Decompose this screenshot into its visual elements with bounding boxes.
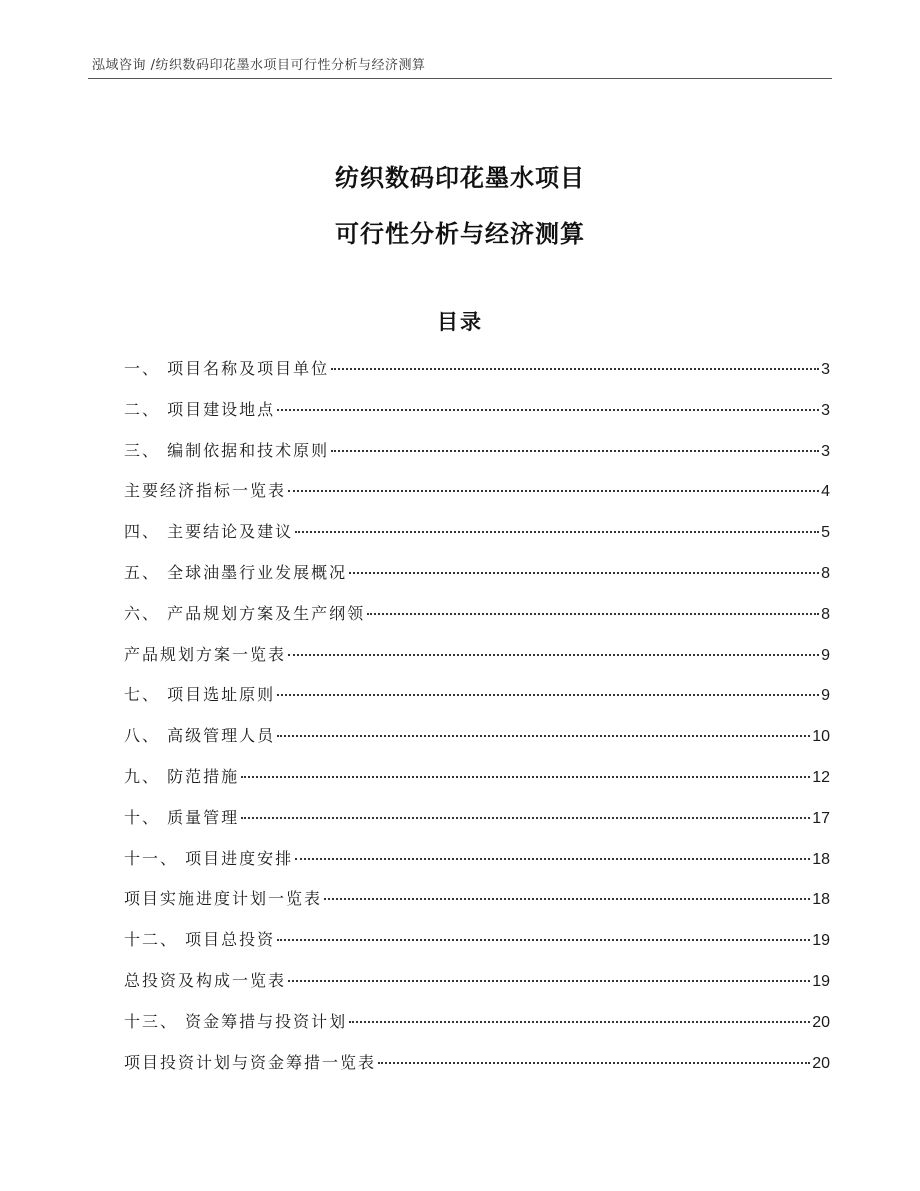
toc-entry-label: 六、 产品规划方案及生产纲领 [124,603,366,623]
toc-entry-label: 主要经济指标一览表 [124,481,287,501]
toc-entry-page: 9 [821,687,830,705]
toc-entry[interactable] [124,1009,830,1050]
toc-entry-page: 3 [821,442,830,460]
toc-entry[interactable] [124,886,830,927]
toc-dot-leader [295,531,819,533]
toc-entry[interactable] [124,764,830,805]
toc-entry-page: 17 [812,809,830,827]
table-of-contents [124,356,830,1090]
toc-dot-leader [324,898,810,900]
toc-entry-page: 3 [821,361,830,378]
toc-entry-page: 18 [812,891,830,909]
toc-entry-page: 8 [821,605,830,623]
toc-entry-label: 九、 防范措施 [124,766,240,786]
toc-dot-leader [277,409,819,411]
toc-entry[interactable] [124,519,830,560]
toc-entry[interactable] [124,642,830,683]
toc-entry-page: 18 [812,850,830,868]
toc-entry[interactable] [124,601,830,642]
toc-entry-label: 二、 项目建设地点 [124,399,276,419]
toc-entry[interactable] [124,723,830,764]
toc-entry-label: 项目实施进度计划一览表 [124,889,323,909]
toc-dot-leader [277,939,810,941]
toc-dot-leader [331,368,819,370]
running-header: 泓域咨询 /纺织数码印花墨水项目可行性分析与经济测算 [92,58,426,73]
toc-entry-label: 一、 项目名称及项目单位 [124,359,330,378]
toc-entry[interactable] [124,846,830,887]
toc-entry-label: 产品规划方案一览表 [124,644,287,664]
toc-dot-leader [288,654,819,656]
toc-entry-label: 三、 编制依据和技术原则 [124,440,330,460]
toc-dot-leader [288,490,819,492]
toc-dot-leader [367,613,819,615]
toc-entry[interactable] [124,968,830,1009]
toc-dot-leader [349,1021,810,1023]
toc-dot-leader [241,776,810,778]
toc-entry-label: 四、 主要结论及建议 [124,522,294,542]
toc-entry-page: 3 [821,401,830,419]
toc-dot-leader [288,980,810,982]
toc-dot-leader [331,450,819,452]
toc-entry[interactable] [124,478,830,519]
toc-entry-label: 十一、 项目进度安排 [124,848,294,868]
toc-entry[interactable] [124,356,830,397]
toc-entry-page: 20 [812,1054,830,1072]
header-rule [88,78,832,79]
toc-entry[interactable] [124,805,830,846]
toc-entry[interactable] [124,927,830,968]
toc-entry-label: 总投资及构成一览表 [124,970,287,990]
toc-entry-label: 十、 质量管理 [124,807,240,827]
document-title-line-2: 可行性分析与经济测算 [335,220,585,248]
toc-entry[interactable] [124,682,830,723]
toc-entry-page: 5 [821,524,830,542]
toc-entry-page: 19 [812,932,830,950]
toc-dot-leader [241,817,810,819]
document-title-line-1: 纺织数码印花墨水项目 [335,164,585,192]
toc-dot-leader [295,858,810,860]
toc-dot-leader [277,735,810,737]
toc-entry-label: 八、 高级管理人员 [124,726,276,746]
toc-entry-page: 12 [812,768,830,786]
toc-entry-page: 9 [821,646,830,664]
toc-entry-page: 20 [812,1013,830,1031]
toc-dot-leader [349,572,819,574]
toc-entry-label: 七、 项目选址原则 [124,685,276,705]
toc-entry[interactable] [124,397,830,438]
toc-entry-label: 十三、 资金筹措与投资计划 [124,1011,348,1031]
toc-entry[interactable] [124,438,830,479]
toc-entry-page: 10 [812,728,830,746]
toc-entry[interactable] [124,1050,830,1091]
toc-entry-label: 五、 全球油墨行业发展概况 [124,562,348,582]
toc-entry-page: 19 [812,972,830,990]
toc-entry-label: 项目投资计划与资金筹措一览表 [124,1052,377,1072]
toc-entry-page: 4 [821,483,830,501]
toc-entry[interactable] [124,560,830,601]
toc-entry-page: 8 [821,564,830,582]
toc-entry-label: 十二、 项目总投资 [124,930,276,950]
toc-dot-leader [277,694,819,696]
toc-dot-leader [378,1062,810,1064]
toc-heading: 目录 [437,310,483,334]
